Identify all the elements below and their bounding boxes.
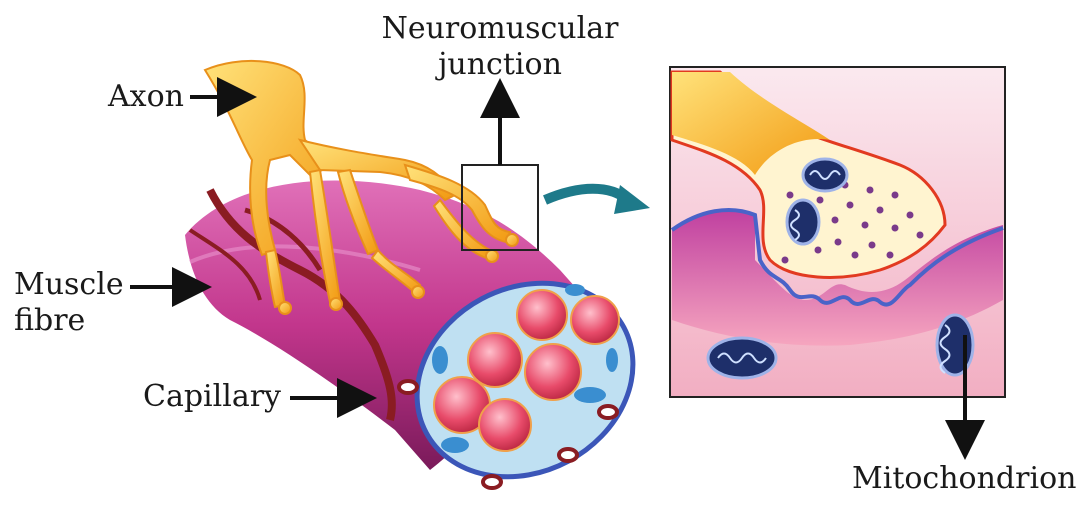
label-mitochondrion: Mitochondrion: [852, 461, 1077, 496]
label-junction: junction: [438, 47, 562, 82]
label-muscle: Muscle: [14, 267, 124, 302]
label-neuromuscular: Neuromuscular: [381, 11, 619, 46]
label-axon: Axon: [108, 79, 184, 114]
label-capillary: Capillary: [143, 379, 282, 414]
zoom-arrow: [545, 185, 650, 214]
label-fibre: fibre: [14, 303, 86, 338]
junction-zoom-panel: [670, 67, 1005, 397]
